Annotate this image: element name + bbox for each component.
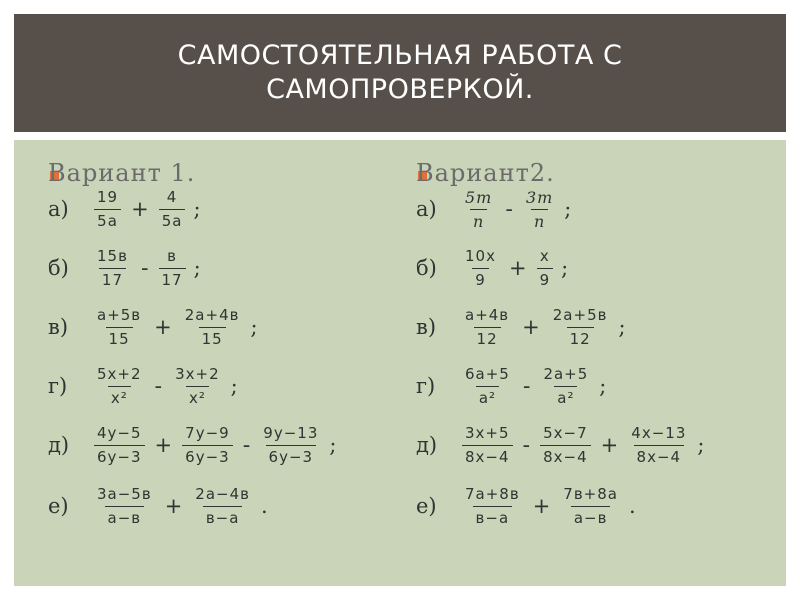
fraction-denominator: 6у−3 xyxy=(94,445,145,467)
fraction-denominator: а² xyxy=(554,386,577,408)
fraction xyxy=(182,424,233,467)
fraction-numerator: 4у−5 xyxy=(97,423,142,442)
exercise-terminator: ; xyxy=(697,433,705,457)
fraction-numerator: 10х xyxy=(465,246,496,265)
fraction xyxy=(159,188,186,231)
exercise-row xyxy=(48,481,268,531)
exercise-label: в) xyxy=(48,315,69,339)
fraction-numerator: 4 xyxy=(166,187,178,206)
fraction-denominator: х² xyxy=(186,386,209,408)
fraction xyxy=(462,485,523,528)
fraction xyxy=(260,424,321,467)
fraction-denominator: в−а xyxy=(203,506,243,528)
fraction xyxy=(462,188,495,231)
fraction-numerator: 5х−7 xyxy=(543,423,588,442)
fraction xyxy=(159,247,186,290)
fraction-denominator: 15 xyxy=(106,327,133,349)
fraction-numerator: 3х+5 xyxy=(465,423,510,442)
exercise-label: е) xyxy=(416,494,437,518)
fraction-numerator: 7а+8в xyxy=(465,484,520,503)
operator-sign: - xyxy=(140,256,149,280)
slide-title-line-1: САМОСТОЯТЕЛЬНАЯ РАБОТА С xyxy=(177,40,623,71)
operator-sign: + xyxy=(131,197,149,221)
fraction-denominator: 8х−4 xyxy=(634,445,685,467)
fraction xyxy=(94,188,121,231)
fraction-numerator: 6а+5 xyxy=(465,364,510,383)
exercise-terminator: ; xyxy=(193,197,201,221)
exercise-row xyxy=(48,361,238,411)
title-band xyxy=(14,14,786,132)
operator-sign: + xyxy=(154,433,173,457)
fraction-denominator: 17 xyxy=(159,268,186,290)
exercise-terminator: ; xyxy=(599,374,607,398)
exercise-row xyxy=(416,481,636,531)
exercise-row xyxy=(48,184,201,234)
fraction-denominator: 15 xyxy=(199,327,226,349)
fraction-denominator: а² xyxy=(476,386,499,408)
fraction xyxy=(192,485,253,528)
fraction-numerator: 2а−4в xyxy=(195,484,250,503)
fraction-denominator: а−в xyxy=(571,506,611,528)
fraction-denominator: 12 xyxy=(567,327,594,349)
content-area xyxy=(14,140,786,586)
fraction-numerator: 19 xyxy=(97,187,119,206)
exercise-label: д) xyxy=(416,433,438,457)
exercise-label: а) xyxy=(416,197,437,221)
fraction-numerator: а+4в xyxy=(465,305,510,324)
fraction-denominator: 5а xyxy=(159,209,186,231)
fraction-numerator: 7в+8а xyxy=(563,484,618,503)
fraction xyxy=(537,247,554,290)
fraction xyxy=(94,365,145,408)
fraction-numerator: 2а+4в xyxy=(184,305,240,324)
exercise-row xyxy=(416,420,704,470)
operator-sign: - xyxy=(522,374,531,398)
slide-title-line-2: САМОПРОВЕРКОЙ. xyxy=(266,74,534,105)
exercise-row xyxy=(416,184,571,234)
operator-sign: + xyxy=(508,256,527,280)
fraction-numerator: а+5в xyxy=(97,305,142,324)
fraction-denominator: в−а xyxy=(473,506,513,528)
exercise-terminator: ; xyxy=(250,315,258,339)
exercise-terminator: ; xyxy=(618,315,626,339)
operator-sign: + xyxy=(532,494,551,518)
variant-2-title: Вариант2. xyxy=(416,159,555,187)
exercise-row xyxy=(416,243,568,293)
exercise-label: в) xyxy=(416,315,437,339)
exercise-terminator: ; xyxy=(329,433,337,457)
fraction-denominator: 5а xyxy=(94,209,121,231)
fraction-numerator: 3а−5в xyxy=(97,484,152,503)
fraction-numerator: 4х−13 xyxy=(631,423,687,442)
fraction-numerator: 5х+2 xyxy=(97,364,142,383)
fraction-numerator: 2а+5в xyxy=(552,305,608,324)
fraction-numerator: 9у−13 xyxy=(263,423,319,442)
exercise-terminator: . xyxy=(628,494,636,518)
operator-sign: - xyxy=(522,433,531,457)
fraction xyxy=(462,247,499,290)
operator-sign: - xyxy=(505,197,513,221)
fraction-denominator: n xyxy=(531,209,548,231)
fraction xyxy=(540,365,591,408)
exercise-terminator: ; xyxy=(230,374,238,398)
fraction xyxy=(182,306,243,349)
exercise-row xyxy=(48,420,336,470)
fraction-denominator: 6у−3 xyxy=(182,445,233,467)
exercise-row xyxy=(416,302,626,352)
exercise-terminator: ; xyxy=(564,197,572,221)
slide-title xyxy=(178,39,623,107)
fraction-denominator: 8х−4 xyxy=(462,445,513,467)
fraction-denominator: а−в xyxy=(105,506,145,528)
fraction xyxy=(560,485,621,528)
exercise-label: б) xyxy=(416,256,437,280)
fraction xyxy=(462,424,513,467)
exercise-label: а) xyxy=(48,197,69,221)
fraction xyxy=(94,247,131,290)
operator-sign: + xyxy=(600,433,619,457)
fraction-numerator: в xyxy=(167,246,177,265)
fraction-denominator: 9 xyxy=(537,268,554,290)
fraction-denominator: n xyxy=(470,209,487,231)
exercise-label: е) xyxy=(48,494,69,518)
fraction xyxy=(540,424,591,467)
fraction xyxy=(94,306,144,349)
fraction xyxy=(628,424,689,467)
variant-1-title: Вариант 1. xyxy=(48,159,196,187)
fraction-denominator: 17 xyxy=(99,268,126,290)
fraction-numerator: 2а+5 xyxy=(543,364,589,383)
exercise-terminator: ; xyxy=(561,256,569,280)
exercise-terminator: . xyxy=(260,494,268,518)
fraction xyxy=(462,365,513,408)
fraction-denominator: 6у−3 xyxy=(266,445,317,467)
exercise-row xyxy=(48,302,258,352)
exercise-label: д) xyxy=(48,433,70,457)
fraction xyxy=(172,365,223,408)
exercise-row xyxy=(416,361,606,411)
fraction-denominator: х² xyxy=(108,386,131,408)
fraction xyxy=(94,424,145,467)
fraction-numerator: х xyxy=(539,246,550,265)
exercise-label: г) xyxy=(416,374,436,398)
operator-sign: + xyxy=(522,315,540,339)
operator-sign: - xyxy=(242,433,251,457)
exercise-label: б) xyxy=(48,256,69,280)
fraction-denominator: 12 xyxy=(474,327,501,349)
fraction-numerator: 15в xyxy=(97,246,128,265)
exercise-terminator: ; xyxy=(193,256,201,280)
fraction xyxy=(94,485,155,528)
fraction-numerator: 3х+2 xyxy=(175,364,220,383)
fraction-denominator: 9 xyxy=(472,268,489,290)
exercise-label: г) xyxy=(48,374,68,398)
operator-sign: + xyxy=(164,494,183,518)
operator-sign: - xyxy=(154,374,163,398)
fraction-numerator: 5m xyxy=(465,187,493,207)
fraction-numerator: 3m xyxy=(525,187,554,207)
exercise-row xyxy=(48,243,201,293)
fraction-denominator: 8х−4 xyxy=(540,445,591,467)
fraction xyxy=(550,306,611,349)
fraction xyxy=(523,188,556,231)
operator-sign: + xyxy=(154,315,172,339)
fraction-numerator: 7у−9 xyxy=(185,423,230,442)
fraction xyxy=(462,306,512,349)
